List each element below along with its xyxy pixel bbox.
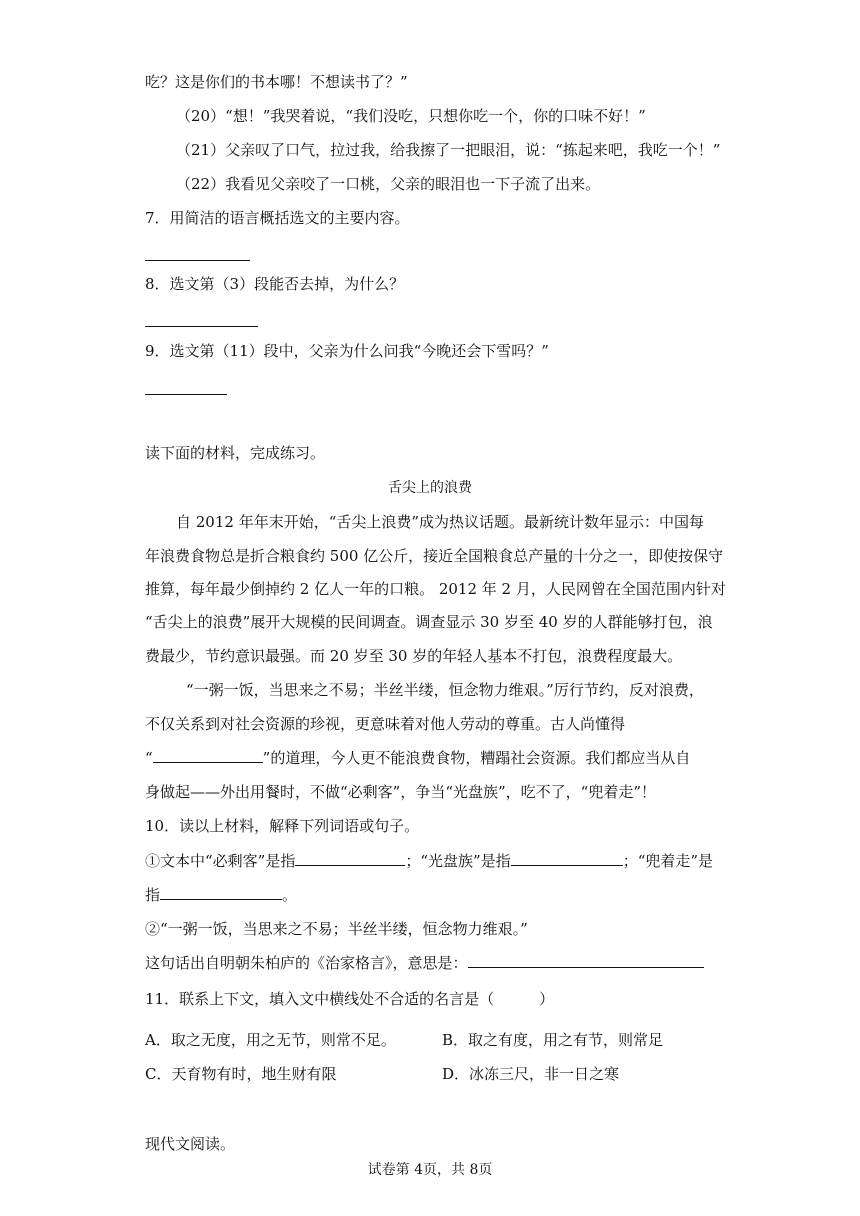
answer-blank-8[interactable]: [145, 326, 258, 327]
paragraph-22: （22）我看见父亲咬了一口桃，父亲的眼泪也一下子流了出来。: [176, 175, 601, 193]
q10-part1-text-c: ；“兜着走”是: [622, 852, 714, 870]
blank-guangpanzu[interactable]: [511, 851, 623, 866]
option-d[interactable]: D．冰冻三尺，非一日之寒: [442, 1065, 620, 1083]
material-para2-line1: “一粥一饭，当思来之不易；半丝半缕，恒念物力维艰。”厉行节约，反对浪费，: [186, 681, 704, 699]
paragraph-20: （20）“想！”我哭着说，“我们没吃，只想你吃一个，你的口味不好！”: [176, 107, 646, 125]
material-para2-line3: [145, 748, 690, 768]
question-9: 9．选文第（11）段中，父亲为什么问我“今晚还会下雪吗？”: [145, 342, 549, 360]
option-a[interactable]: A．取之无度，用之无节，则常不足。: [145, 1031, 396, 1049]
open-quote: “: [145, 749, 153, 767]
passage-line: 吃？这是你们的书本哪！不想读书了？”: [145, 73, 408, 91]
question-10-part2-line: [145, 953, 704, 973]
answer-blank-7[interactable]: [145, 260, 250, 261]
material-para1-line1: 自 2012 年年末开始，“舌尖上浪费”成为热议话题。最新统计数年显示：中国每: [176, 513, 705, 531]
blank-meaning[interactable]: [468, 953, 704, 968]
page-footer: 试卷第 4页，共 8页: [367, 1162, 493, 1178]
question-7: 7．用简洁的语言概括选文的主要内容。: [145, 209, 410, 227]
answer-blank-9[interactable]: [145, 394, 227, 395]
section-heading: 现代文阅读。: [145, 1135, 236, 1153]
material-para2-line4: 身做起——外出用餐时，不做“必剩客”，争当“光盘族”，吃不了，“兜着走”！: [145, 783, 657, 801]
question-10-part2: ②“一粥一饭，当思来之不易；半丝半缕，恒念物力维艰。”: [145, 920, 528, 938]
option-b[interactable]: B．取之有度，用之有节，则常足: [442, 1031, 664, 1049]
material-para1-line3: 推算，每年最少倒掉约 2 亿人一年的口粮。 2012 年 2 月，人民网曾在全国范围内针对: [145, 580, 726, 598]
question-8: 8．选文第（3）段能否去掉，为什么？: [145, 275, 405, 293]
material-title: 舌尖上的浪费: [388, 480, 472, 496]
q10-part2-text: 这句话出自明朝朱柏庐的《治家格言》，意思是：: [145, 954, 468, 972]
question-10-part1: [145, 851, 713, 871]
paragraph-21: （21）父亲叹了口气，拉过我，给我擦了一把眼泪，说：“拣起来吧，我吃一个！”: [176, 141, 721, 159]
material-para1-line5: 费最少，节约意识最强。而 20 岁至 30 岁的年轻人基本不打包，浪费程度最大。: [145, 647, 683, 665]
q10-part1-text-d: 指: [145, 886, 161, 904]
material-para1-line2: 年浪费食物总是折合粮食约 500 亿公斤，接近全国粮食总产量的十分之一，即使按保守: [145, 547, 724, 565]
material-para2-line3-text: ”的道理，今人更不能浪费食物，糟蹋社会资源。我们都应当从自: [262, 749, 691, 767]
question-11: 11．联系上下文，填入文中横线处不合适的名言是（ ）: [145, 990, 555, 1008]
question-10-part1-cont: [145, 885, 297, 905]
material-para1-line4: “舌尖上的浪费”展开大规模的民间调查。调查显示 30 岁至 40 岁的人群能够打包，浪: [145, 613, 713, 631]
blank-douzhezou[interactable]: [160, 885, 282, 900]
q10-part1-text-b: ；“光盘族”是指: [405, 852, 511, 870]
q10-part1-text-a: ①文本中“必剩客”是指: [145, 852, 296, 870]
fill-blank-proverb[interactable]: [153, 748, 263, 763]
material-instruction: 读下面的材料，完成练习。: [145, 444, 326, 462]
option-c[interactable]: C．天育物有时，地生财有限: [145, 1065, 337, 1083]
material-para2-line2: 不仅关系到对社会资源的珍视，更意味着对他人劳动的尊重。古人尚懂得: [145, 715, 626, 733]
question-10: 10．读以上材料，解释下列词语或句子。: [145, 817, 420, 835]
q10-part1-text-e: 。: [282, 886, 298, 904]
blank-bishengke[interactable]: [295, 851, 405, 866]
